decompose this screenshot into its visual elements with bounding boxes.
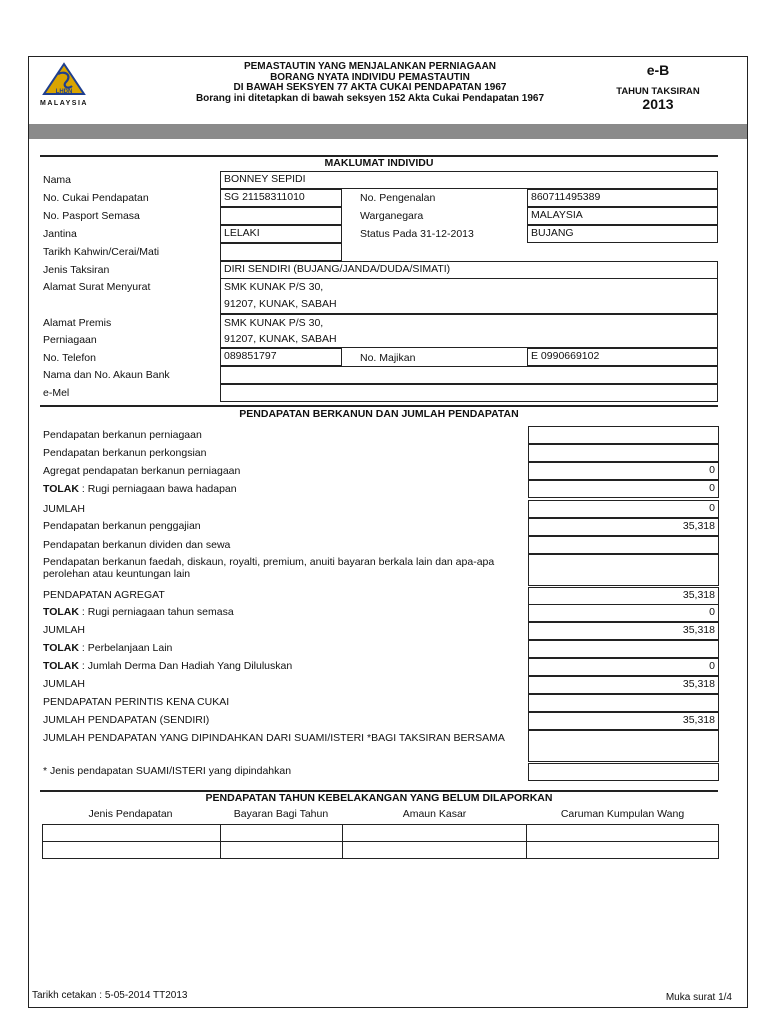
tahun-taksiran-label: TAHUN TAKSIRAN: [616, 86, 700, 97]
income-row-value[interactable]: 35,318: [528, 712, 719, 730]
header-grey-bar: [29, 124, 747, 139]
pendapatan-section-title: PENDAPATAN BERKANUN DAN JUMLAH PENDAPATAN: [239, 408, 519, 420]
income-row-value[interactable]: [528, 536, 719, 554]
table-cell[interactable]: [527, 842, 719, 859]
taksiran-label: Jenis Taksiran: [43, 264, 110, 276]
muka-surat: Muka surat 1/4: [665, 992, 732, 1003]
alamat-premis-line-1: SMK KUNAK P/S 30,: [224, 317, 324, 329]
income-row-text: JUMLAH: [43, 624, 86, 636]
income-row-text: JUMLAH PENDAPATAN (SENDIRI): [43, 714, 210, 726]
table-cell[interactable]: [220, 825, 342, 842]
cukai-field[interactable]: SG 21158311010: [220, 189, 342, 207]
header-line-1: PEMASTAUTIN YANG MENJALANKAN PERNIAGAAN: [243, 61, 497, 72]
col-bayaran-tahun: Bayaran Bagi Tahun: [233, 808, 329, 820]
income-row-label: [43, 503, 513, 515]
income-row-text: Pendapatan berkanun perniagaan: [43, 429, 202, 441]
warganegara-field[interactable]: MALAYSIA: [527, 207, 718, 225]
col-amaun-kasar: Amaun Kasar: [402, 808, 467, 820]
table-cell[interactable]: [527, 825, 719, 842]
taksiran-field[interactable]: DIRI SENDIRI (BUJANG/JANDA/DUDA/SIMATI): [220, 261, 718, 279]
pengenalan-field[interactable]: 860711495389: [527, 189, 718, 207]
form-code: e-B: [646, 62, 670, 78]
income-row-text: * Jenis pendapatan SUAMI/ISTERI yang dipindahkan: [43, 765, 292, 777]
alamat-surat-line-1: SMK KUNAK P/S 30,: [224, 281, 324, 293]
income-row-value[interactable]: 0: [528, 480, 719, 498]
income-row-label: [43, 606, 513, 618]
alamat-premis-line-2: 91207, KUNAK, SABAH: [224, 333, 337, 345]
income-row-text: Agregat pendapatan berkanun perniagaan: [43, 465, 241, 477]
col-jenis-pendapatan: Jenis Pendapatan: [88, 808, 173, 820]
income-row-value[interactable]: [528, 640, 719, 658]
income-row-label: [43, 696, 513, 708]
kahwin-label: Tarikh Kahwin/Cerai/Mati: [43, 246, 160, 258]
tertunggak-section-title: PENDAPATAN TAHUN KEBELAKANGAN YANG BELUM DILAPORKAN: [205, 792, 553, 804]
income-row-text: JUMLAH: [43, 678, 86, 690]
income-row-label: [43, 714, 513, 726]
income-row-text: Pendapatan berkanun faedah, diskaun, royalti, premium, anuiti bayaran berkala lain dan apa-apa perolehan atau keuntungan lain: [43, 556, 495, 580]
pasport-field[interactable]: [220, 207, 342, 225]
income-row-value[interactable]: [528, 554, 719, 586]
income-row-text: PENDAPATAN AGREGAT: [43, 589, 165, 601]
alamat-surat-field[interactable]: [220, 278, 718, 314]
majikan-field[interactable]: E 0990669102: [527, 348, 718, 366]
tahun-taksiran-value: 2013: [642, 96, 674, 112]
tolak-keyword: TOLAK: [43, 642, 79, 654]
nama-label: Nama: [43, 174, 72, 186]
table-cell[interactable]: [342, 825, 527, 842]
income-row-label: [43, 678, 513, 690]
income-row-value[interactable]: 0: [528, 604, 719, 622]
tolak-keyword: TOLAK: [43, 660, 79, 672]
income-row-value[interactable]: 35,318: [528, 622, 719, 640]
income-row-text: JUMLAH PENDAPATAN YANG DIPINDAHKAN DARI SUAMI/ISTERI *BAGI TAKSIRAN BERSAMA: [43, 732, 505, 744]
alamat-surat-label: Alamat Surat Menyurat: [43, 281, 151, 293]
income-row-label: [43, 483, 513, 495]
income-row-text: Pendapatan berkanun penggajian: [43, 520, 201, 532]
warganegara-label: Warganegara: [360, 210, 424, 222]
table-cell[interactable]: [342, 842, 527, 859]
income-row-label: [43, 520, 513, 532]
income-row-value[interactable]: 35,318: [528, 518, 719, 536]
header-line-2: BORANG NYATA INDIVIDU PEMASTAUTIN: [270, 71, 470, 83]
income-row-value[interactable]: 35,318: [528, 676, 719, 694]
income-row-label: [43, 447, 513, 459]
header-line-3: DI BAWAH SEKSYEN 77 AKTA CUKAI PENDAPATAN 1967: [233, 82, 507, 93]
individu-section-title: MAKLUMAT INDIVIDU: [324, 157, 434, 169]
form-header-title: [160, 62, 580, 104]
tolak-keyword: TOLAK: [43, 483, 79, 495]
table-cell[interactable]: [43, 825, 221, 842]
tolak-keyword: TOLAK: [43, 606, 79, 618]
kahwin-field[interactable]: [220, 243, 342, 261]
col-caruman: Caruman Kumpulan Wang: [560, 808, 685, 820]
income-row-value[interactable]: [528, 694, 719, 712]
alamat-premis-field[interactable]: [220, 314, 718, 348]
bank-label: Nama dan No. Akaun Bank: [43, 369, 170, 381]
income-row-text: JUMLAH: [43, 503, 86, 515]
income-row-text: : Jumlah Derma Dan Hadiah Yang Diluluskan: [78, 660, 293, 672]
income-row-text: Pendapatan berkanun dividen dan sewa: [43, 539, 231, 551]
majikan-label: No. Majikan: [360, 352, 416, 364]
income-row-text: Pendapatan berkanun perkongsian: [43, 447, 207, 459]
income-row-value[interactable]: 0: [528, 462, 719, 480]
income-row-value[interactable]: [528, 763, 719, 781]
lhdn-logo: [36, 62, 92, 108]
income-row-text: : Rugi perniagaan tahun semasa: [78, 606, 234, 618]
header-line-4: Borang ini ditetapkan di bawah seksyen 152 Akta Cukai Pendapatan 1967: [195, 92, 545, 104]
status-label: Status Pada 31-12-2013: [360, 228, 474, 240]
alamat-surat-line-2: 91207, KUNAK, SABAH: [224, 298, 337, 310]
status-field[interactable]: BUJANG: [527, 225, 718, 243]
income-row-label: [43, 660, 513, 672]
income-row-value[interactable]: [528, 730, 719, 762]
tarikh-cetakan: Tarikh cetakan : 5-05-2014 TT2013: [32, 990, 188, 1001]
emel-label: e-Mel: [43, 387, 70, 399]
section-divider: [40, 405, 718, 407]
alamat-premis-label-1: Alamat Premis: [43, 317, 112, 329]
jantina-field[interactable]: LELAKI: [220, 225, 342, 243]
alamat-premis-label-2: Perniagaan: [43, 334, 97, 346]
cukai-label: No. Cukai Pendapatan: [43, 192, 149, 204]
pengenalan-label: No. Pengenalan: [360, 192, 436, 204]
income-row-label: [43, 624, 513, 636]
income-row-label: [43, 429, 513, 441]
income-row-label: [43, 465, 513, 477]
table-cell[interactable]: [43, 842, 221, 859]
table-cell[interactable]: [220, 842, 342, 859]
income-row-label: [43, 642, 513, 654]
table-row: [43, 825, 719, 842]
telefon-field[interactable]: 089851797: [220, 348, 342, 366]
income-row-label: [43, 732, 505, 744]
income-row-value[interactable]: [528, 426, 719, 444]
income-row-value[interactable]: 35,318: [528, 587, 719, 605]
income-row-label: [43, 765, 513, 777]
telefon-label: No. Telefon: [43, 352, 96, 364]
bank-field[interactable]: [220, 366, 718, 384]
income-row-value[interactable]: [528, 444, 719, 462]
income-row-label: [43, 556, 505, 580]
income-row-label: [43, 539, 513, 551]
income-row-text: : Perbelanjaan Lain: [78, 642, 173, 654]
table-row: [43, 842, 719, 859]
logo-text-top: LHDN: [55, 89, 73, 95]
income-row-label: [43, 589, 513, 601]
tertunggak-table: [42, 824, 719, 859]
nama-field[interactable]: BONNEY SEPIDI: [220, 171, 718, 189]
logo-text-bottom: MALAYSIA: [40, 100, 88, 107]
emel-field[interactable]: [220, 384, 718, 402]
income-row-text: : Rugi perniagaan bawa hadapan: [78, 483, 237, 495]
income-row-text: PENDAPATAN PERINTIS KENA CUKAI: [43, 696, 230, 708]
income-row-value[interactable]: 0: [528, 658, 719, 676]
income-row-value[interactable]: 0: [528, 500, 719, 518]
pasport-label: No. Pasport Semasa: [43, 210, 140, 222]
jantina-label: Jantina: [43, 228, 77, 240]
